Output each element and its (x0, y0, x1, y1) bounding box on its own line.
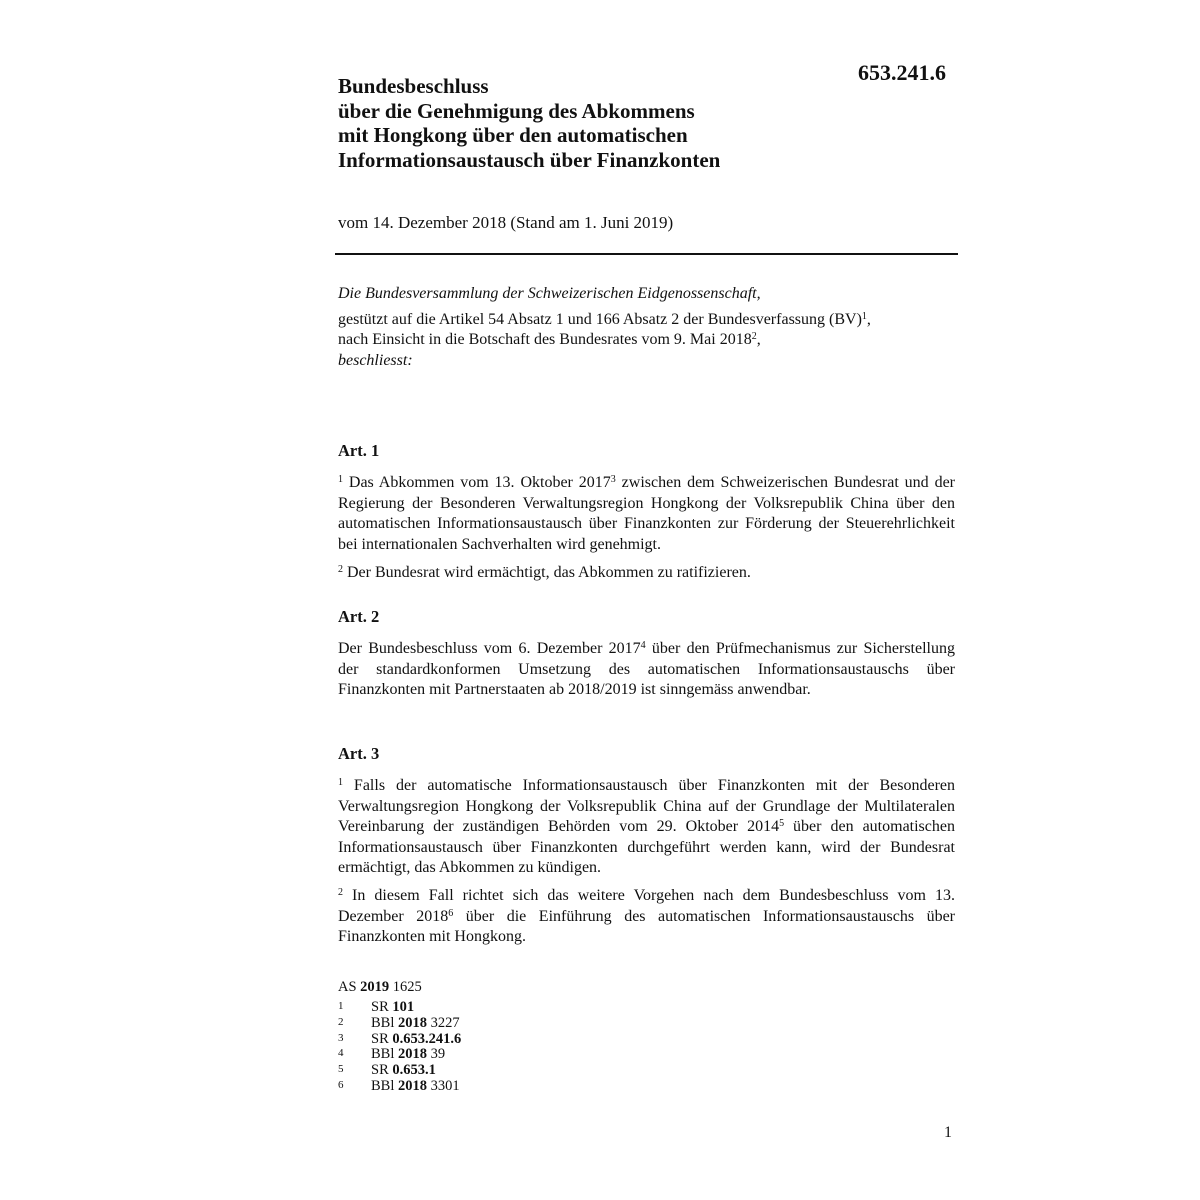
source-page: 1625 (392, 979, 422, 995)
preamble-basis-text: gestützt auf die Artikel 54 Absatz 1 und 166 Absatz 2 der Bundesverfassung (BV) (338, 310, 862, 328)
footnote (338, 1016, 461, 1032)
footnote (338, 1063, 461, 1079)
footnote-number: 2 (338, 1015, 344, 1028)
article-paragraph (338, 563, 955, 583)
footnote-text: SR 0.653.1 (371, 1062, 436, 1079)
footnote-number: 3 (338, 1031, 344, 1044)
preamble-basis-text: nach Einsicht in die Botschaft des Bundesrates vom 9. Mai 2018 (338, 331, 752, 348)
document-title (338, 74, 838, 172)
paragraph-number: 1 (338, 777, 343, 789)
article-heading: Art. 3 (338, 744, 380, 763)
paragraph-text: über den Prüfmechanismus zur Sicherstellung der standardkonformen Umsetzung des automatischen Informationsaustauschs über Finanzkonten mit Partnerstaaten ab 2018/2019 ist sinngemäss anwendbar. (338, 640, 955, 699)
paragraph-text: In diesem Fall richtet sich das weitere Vorgehen nach dem Bundesbeschluss vom 13. Dezember 2018 (338, 887, 955, 925)
footnote-ref[interactable]: 5 (779, 818, 785, 830)
title-line: über die Genehmigung des Abkommens (338, 98, 695, 123)
footnote-ref[interactable]: 4 (640, 640, 646, 652)
title-line: Bundesbeschluss (338, 74, 489, 98)
punctuation: , (756, 331, 761, 348)
article-paragraph (338, 473, 955, 555)
article-1 (338, 441, 955, 591)
title-line: Informationsaustausch über Finanzkonten (338, 147, 721, 172)
sr-number: 653.241.6 (858, 60, 946, 85)
footnote-text: SR 101 (371, 999, 415, 1015)
footnote-ref[interactable]: 6 (448, 907, 454, 919)
preamble-basis-constitution (338, 310, 958, 331)
footnote-text: BBl 2018 39 (371, 1046, 446, 1063)
article-2 (338, 607, 955, 709)
paragraph-number: 1 (338, 474, 343, 486)
punctuation: , (866, 310, 871, 328)
footnote-number: 1 (338, 1000, 344, 1012)
article-heading: Art. 2 (338, 607, 380, 626)
preamble-resolves: beschliesst: (338, 351, 413, 369)
footnote-text: BBl 2018 3227 (371, 1014, 460, 1031)
article-paragraph (338, 886, 955, 947)
article-paragraph (338, 639, 955, 700)
paragraph-text: Das Abkommen vom 13. Oktober 2017 (343, 474, 611, 492)
paragraph-number: 2 (338, 887, 343, 899)
footnote-ref[interactable]: 3 (610, 474, 616, 486)
paragraph-text: Falls der automatische Informationsaustausch über Finanzkonten mit der Besonderen Verwaltungsregion Hongkong der Volksrepublik China auf der Grundlage der Multilateralen Vereinbarung der zuständigen Behörden vom 29. Oktober 2014 (338, 777, 955, 836)
preamble-basis-message (338, 330, 958, 351)
source-prefix: AS (338, 979, 357, 995)
header-divider (335, 253, 958, 255)
article-paragraph (338, 776, 955, 878)
official-source (338, 979, 422, 996)
footnote-number: 6 (338, 1078, 344, 1091)
paragraph-text: zwischen dem Schweizerischen Bundesrat und der Regierung der Besonderen Verwaltungsregion Hongkong der Volksrepublik China über den automatischen Informationsaustausch über Finanzkonten zur Förderung der Steuerehrlichkeit bei internationalen Sachverhalten wird genehmigt. (338, 474, 955, 553)
page-number: 1 (944, 1124, 952, 1141)
paragraph-text: über die Einführung des automatischen Informationsaustauschs über Finanzkonten mit Hongkong. (338, 907, 956, 946)
footnote (338, 1000, 461, 1016)
article-heading: Art. 1 (338, 441, 380, 460)
article-3 (338, 744, 955, 956)
footnote-number: 5 (338, 1063, 344, 1076)
source-year: 2019 (360, 979, 390, 995)
paragraph-text: Der Bundesrat wird ermächtigt, das Abkommen zu ratifizieren. (343, 564, 751, 582)
footnote (338, 1047, 461, 1063)
date-line: vom 14. Dezember 2018 (Stand am 1. Juni 2019) (338, 213, 674, 232)
footnotes (338, 1000, 461, 1095)
paragraph-text: über den automatischen Informationsaustausch über Finanzkonten durchgeführt werden kann, wird der Bundesrat ermächtigt, das Abkommen zu kündigen. (338, 818, 955, 877)
paragraph-text: Der Bundesbeschluss vom 6. Dezember 2017 (338, 640, 641, 658)
preamble (338, 284, 958, 371)
footnote-ref[interactable]: 1 (861, 310, 867, 322)
footnote-number: 4 (338, 1047, 344, 1060)
title-line: mit Hongkong über den automatischen (338, 123, 688, 147)
footnote-text: SR 0.653.241.6 (371, 1030, 462, 1047)
paragraph-number: 2 (338, 564, 343, 576)
preamble-assembly: Die Bundesversammlung der Schweizerischen Eidgenossenschaft, (338, 285, 761, 302)
footnote (338, 1032, 461, 1048)
footnote-text: BBl 2018 3301 (371, 1077, 460, 1094)
footnote-ref[interactable]: 2 (751, 331, 757, 342)
footnote (338, 1079, 461, 1095)
